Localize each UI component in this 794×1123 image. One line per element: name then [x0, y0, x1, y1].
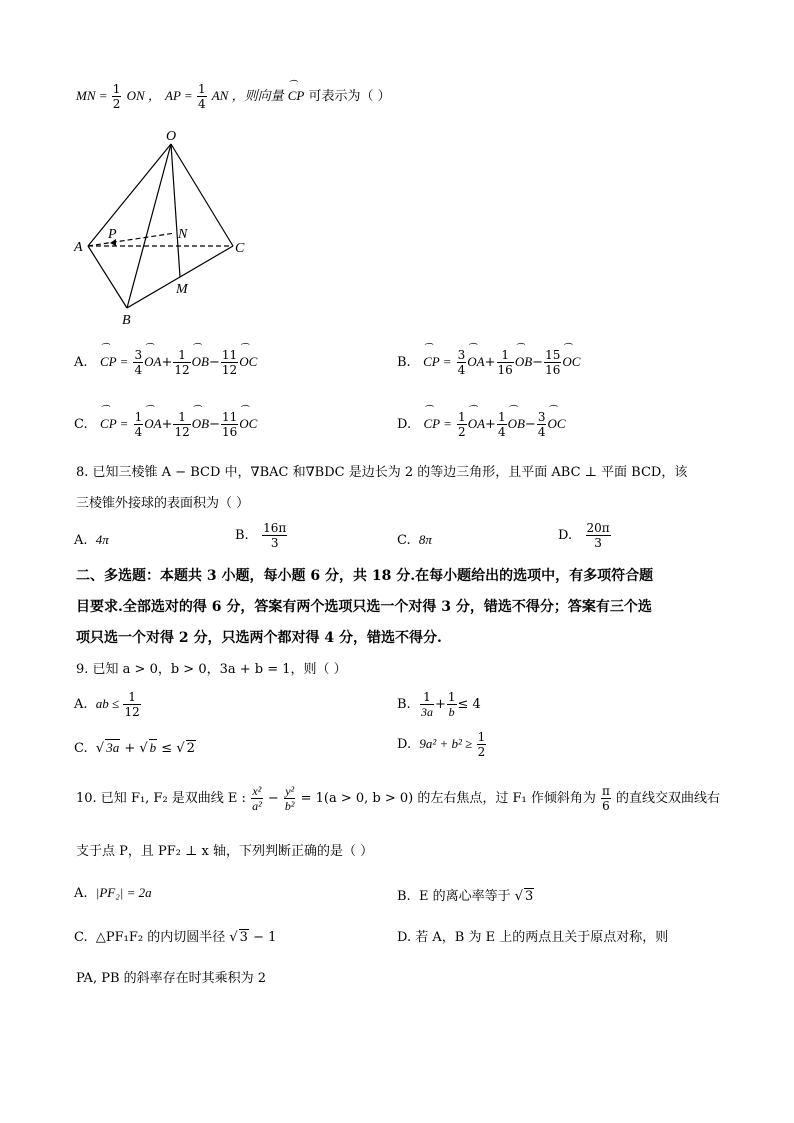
vector-OA: ⏜ OA [467, 354, 484, 370]
frac-den: b [448, 705, 455, 719]
q7-option-D[interactable] [397, 410, 566, 439]
frac-den: b² [284, 799, 295, 813]
q7-stem-fraction-1 [112, 82, 122, 111]
q7-stem-part4: AN ，则向量 [211, 88, 284, 103]
option-tail: − 1 [248, 930, 277, 945]
frac-num: 1 [173, 348, 190, 363]
label-A: A [74, 240, 83, 255]
vector-OA: ⏜ OA [144, 354, 161, 370]
radicand: b [149, 740, 157, 755]
vector-OB: ⏜ OB [515, 354, 532, 370]
frac-den: 2 [458, 425, 466, 439]
option-lhs: ⏜ CP = [423, 354, 451, 370]
option-rhs: ≤ 4 [457, 697, 481, 712]
q10-option-B[interactable]: B. E 的离心率等于 √ 3 [397, 889, 534, 904]
frac-den: 6 [602, 799, 610, 813]
option-key: A. [74, 533, 88, 548]
q8-option-B[interactable] [235, 521, 288, 550]
frac-num: x² [252, 784, 262, 798]
q8-option-D[interactable] [558, 521, 612, 550]
op: − [263, 791, 283, 806]
option-key: C. [74, 741, 88, 756]
option-lhs: 9a² + b² ≥ [419, 736, 476, 751]
option-key: C. [397, 533, 411, 548]
op: − [532, 355, 544, 370]
frac-num: 11 [222, 410, 238, 424]
option-value: 8π [418, 532, 432, 547]
option-key: A. [74, 355, 88, 370]
frac-num: 3 [537, 410, 546, 424]
q10-option-D[interactable] [397, 926, 668, 945]
option-value: 若 A，B 为 E 上的两点且关于原点对称，则 [415, 930, 669, 945]
section2-line2: 目要求.全部选对的得 6 分，答案有两个选项只选一个对得 3 分，错选不得分；答案有三个选 [76, 599, 652, 615]
option-lhs: ab ≤ [95, 696, 123, 711]
op: ≤ [157, 741, 177, 756]
option-key: D. [397, 930, 412, 945]
vector-OB: ⏜ OB [508, 416, 525, 432]
vector-OC: ⏜ OC [547, 416, 565, 432]
label-M: M [176, 282, 188, 297]
frac-den: 16 [497, 363, 513, 377]
q9-stem: 9. 已知 a > 0，b > 0，3a + b = 1，则（ ） [76, 662, 347, 677]
frac-den: 4 [537, 425, 546, 439]
q9-option-D[interactable] [397, 730, 487, 759]
radicand: 3 [239, 930, 248, 945]
frac-num: 1 [447, 690, 456, 704]
q9-option-B[interactable] [397, 690, 481, 719]
frac-den: 4 [134, 363, 143, 377]
frac-den: 12 [124, 705, 140, 719]
frac-num: 1 [123, 690, 140, 705]
radicand: 2 [186, 741, 195, 756]
q9-option-A[interactable] [74, 690, 142, 719]
q7-option-B[interactable] [397, 348, 580, 377]
q7-stem-part2: ON ， [126, 88, 161, 103]
q7-stem-part3: AP = [165, 88, 196, 103]
option-value: |PF₂| = 2a [95, 885, 152, 900]
option-key: D. [397, 737, 412, 752]
op: − [524, 417, 536, 432]
q10-option-D-line2: PA, PB 的斜率存在时其乘积为 2 [76, 971, 267, 986]
radicand: 3a [106, 740, 120, 755]
frac-den: 4 [457, 363, 466, 377]
q7-option-C[interactable] [74, 410, 257, 439]
q10-stem-part2: = 1(a > 0, b > 0) 的左右焦点，过 F₁ 作倾斜角为 [296, 791, 600, 806]
frac-num: 1 [173, 410, 190, 425]
q7-stem-fraction-2 [197, 82, 207, 111]
segment-OM [171, 144, 180, 277]
frac-den: 12 [221, 363, 238, 377]
frac-num: 1 [112, 82, 121, 96]
vector-OA: ⏜ OA [144, 416, 161, 432]
vector-OA: ⏜ OA [468, 416, 485, 432]
option-key: C. [74, 930, 88, 945]
option-lhs: ⏜ CP = [424, 416, 452, 432]
q10-option-C[interactable]: C. △PF₁F₂ 的内切圆半径 √ 3 − 1 [74, 930, 277, 945]
frac-den: 3a [420, 705, 433, 719]
edge-OA [88, 144, 171, 246]
option-value: 4π [95, 532, 109, 547]
frac-den: 2 [477, 745, 486, 759]
vector-OB: ⏜ OB [192, 416, 209, 432]
op: + [484, 355, 496, 370]
q10-option-A[interactable] [74, 885, 152, 901]
option-key: A. [74, 697, 88, 712]
frac-den: 4 [497, 425, 506, 439]
frac-num: 15 [545, 348, 561, 362]
option-value: E 的离心率等于 [418, 889, 515, 904]
vector-OB: ⏜ OB [192, 354, 209, 370]
frac-num: y² [285, 784, 295, 798]
op: + [161, 417, 173, 432]
edge-AB [88, 246, 127, 308]
frac-den: 4 [197, 97, 206, 111]
section2-line1: 二、多选题：本题共 3 小题，每小题 6 分，共 18 分.在每小题给出的选项中，有多项符合题 [76, 568, 654, 584]
vector-OC: ⏜ OC [239, 354, 257, 370]
q7-stem [76, 82, 391, 111]
frac-num: 1 [477, 730, 486, 744]
frac-den: 12 [174, 425, 190, 439]
op: + [485, 417, 496, 432]
vector-OC: ⏜ OC [239, 416, 257, 432]
option-key: B. [397, 889, 411, 904]
q9-option-C[interactable]: C. √ 3a + √ b ≤ √ 2 [74, 740, 195, 756]
frac-num: 1 [458, 410, 466, 424]
q10-stem-part1: 10. 已知 F₁, F₂ 是双曲线 E : [76, 791, 251, 806]
q10-stem-part3: 的直线交双曲线右 [611, 791, 721, 806]
q10-stem-line2: 支于点 P，且 PF₂ ⊥ x 轴，下列判断正确的是（ ） [76, 844, 374, 859]
q8-stem-line2: 三棱锥外接球的表面积为（ ） [76, 496, 250, 511]
label-B: B [122, 313, 131, 328]
q10-stem-line1 [76, 784, 720, 813]
frac-num: 20π [586, 521, 610, 535]
q7-stem-vector: ⏜ CP [288, 87, 305, 105]
frac-den: 16 [545, 363, 561, 377]
frac-num: 11 [221, 348, 238, 362]
frac-den: 3 [270, 536, 279, 550]
q8-option-C[interactable] [397, 532, 432, 548]
q7-stem-part5: 可表示为（ ） [308, 89, 391, 104]
option-key: C. [74, 417, 88, 432]
section2-line3: 项只选一个对得 2 分，只选两个都对得 4 分，错选不得分. [76, 630, 442, 646]
q8-option-A[interactable] [74, 532, 109, 548]
frac-num: 3 [457, 348, 466, 362]
frac-num: 1 [134, 410, 143, 424]
op: − [209, 355, 220, 370]
op: − [209, 417, 220, 432]
op: + [120, 741, 140, 756]
option-key: D. [558, 528, 573, 543]
segment-AN-hidden [88, 233, 175, 246]
frac-num: 1 [420, 690, 434, 705]
q7-option-A[interactable] [74, 348, 257, 377]
option-lhs: ⏜ CP = [100, 354, 128, 370]
frac-num: 1 [497, 410, 506, 424]
frac-num: π [602, 784, 610, 798]
option-key: B. [397, 355, 411, 370]
frac-den: 4 [134, 425, 143, 439]
frac-num: 1 [197, 82, 206, 96]
option-key: A. [74, 886, 88, 901]
q7-stem-part1: MN = [76, 88, 111, 103]
vector-OC: ⏜ OC [562, 354, 580, 370]
label-C: C [235, 241, 245, 256]
tetrahedron-figure [70, 125, 260, 330]
frac-den: 16 [222, 425, 238, 439]
radicand: 3 [525, 889, 534, 904]
option-value: △PF₁F₂ 的内切圆半径 [95, 930, 230, 945]
edge-OB [127, 144, 171, 308]
option-key: D. [397, 417, 412, 432]
frac-den: 3 [594, 536, 602, 550]
option-key: B. [397, 697, 411, 712]
q8-stem-line1: 8. 已知三棱锥 A − BCD 中，∇BAC 和∇BDC 是边长为 2 的等边三角形，且平面 ABC ⊥ 平面 BCD，该 [76, 465, 688, 480]
frac-den: 2 [112, 97, 121, 111]
label-O: O [166, 129, 177, 144]
option-key: B. [235, 528, 249, 543]
frac-den: a² [252, 799, 262, 813]
op: + [434, 697, 446, 712]
frac-num: 16π [263, 521, 287, 535]
option-lhs: ⏜ CP = [100, 416, 128, 432]
frac-num: 3 [134, 348, 143, 362]
label-P: P [108, 227, 117, 242]
op: + [161, 355, 173, 370]
frac-den: 12 [174, 363, 190, 377]
frac-num: 1 [497, 348, 514, 363]
label-N: N [178, 227, 188, 242]
